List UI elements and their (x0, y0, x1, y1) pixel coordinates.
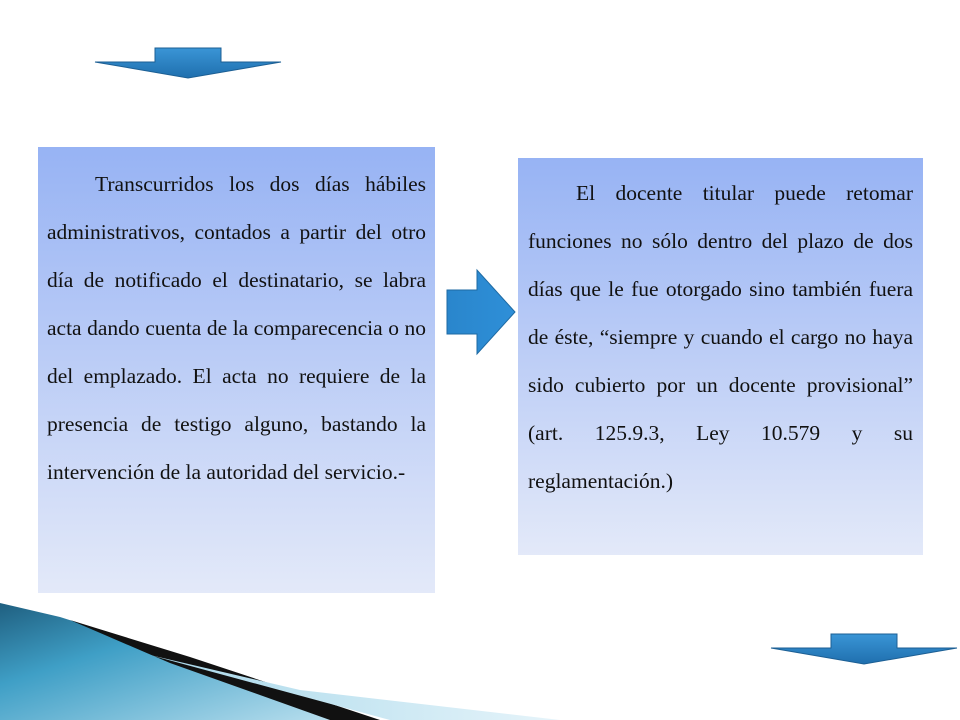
decorative-swoosh (0, 595, 560, 720)
right-text-box (518, 158, 923, 555)
left-box-text: Transcurridos los dos días hábiles administrativos, contados a partir del otro día de notificado el destinatario, se labra acta dando cuenta de la comparecencia o no del emplazado. El acta no requiere de la presencia de testigo alguno, bastando la intervención de la autoridad del servicio.- (47, 172, 426, 484)
arrow-right-icon (447, 270, 515, 354)
right-box-text: El docente titular puede retomar funciones no sólo dentro del plazo de dos días que le fue otorgado sino también fuera de éste, “siempre y cuando el cargo no haya sido cubierto por un docente provisional” (art. 125.9.3, Ley 10.579 y su reglamentación.) (528, 181, 913, 493)
left-text-box (38, 147, 435, 593)
arrow-down-icon-bottom (771, 634, 957, 664)
arrow-down-icon-top (95, 48, 281, 78)
